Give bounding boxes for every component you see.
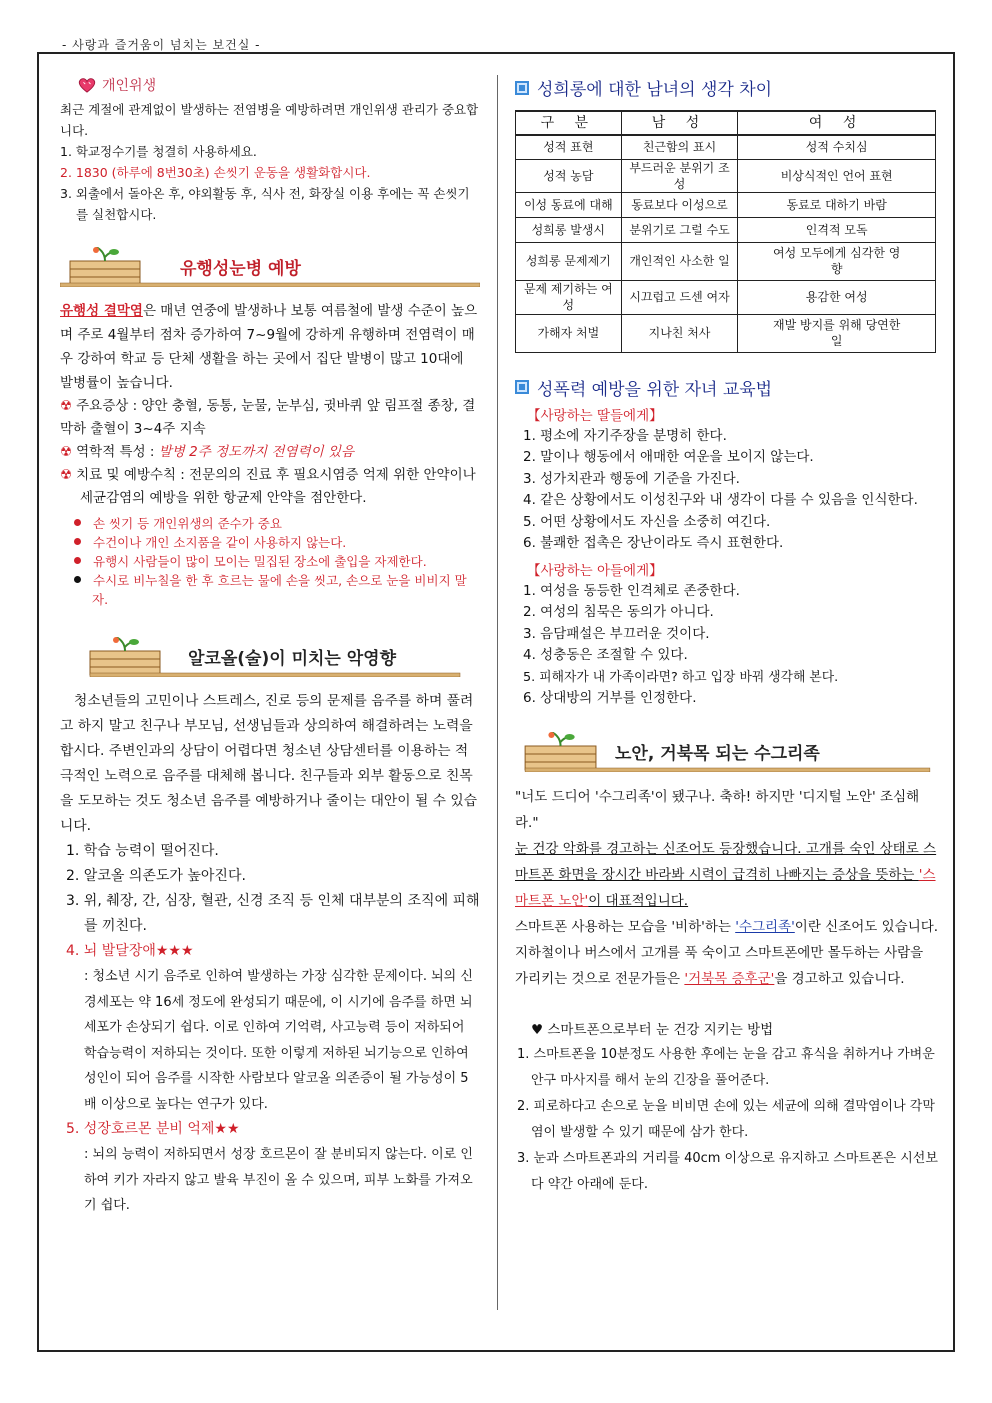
alcohol-item: 3. 위, 췌장, 간, 심장, 혈관, 신경 조직 등 인체 대부분의 조직에 피해를 끼친다. [66,893,480,934]
method-item: 1. 스마트폰을 10분정도 사용한 후에는 눈을 감고 휴식을 취하거나 가벼운 안구 마사지를 해서 눈의 긴장을 풀어준다. [517,1047,935,1088]
list-item: 손 씻기 등 개인위생의 준수가 중요 [60,514,480,533]
conjunctivitis-lead-text: 은 매년 연중에 발생하나 보통 여름철에 발생 수준이 높으며 주로 4월부터 점차 증가하여 7~9월에 강하게 유행하며 전염력이 매우 강하여 학교 등 단체 생활을 하는 곳에서 집단 발병이 많고 10대에 발병률이 높습니다. [60,303,478,391]
table-cell: 부드러운 분위기 조성 [621,159,738,192]
list-item: 1. 평소에 자기주장을 분명히 한다. [523,427,727,444]
list-item: 유행시 사람들이 많이 모이는 밀집된 장소에 출입을 자제한다. [60,552,480,571]
list-item: 2. 말이나 행동에서 애매한 여운을 보이지 않는다. [523,449,814,465]
smartphone-paragraph-2 [515,914,940,992]
table-cell: 이성 동료에 대해 [516,192,622,217]
heart-icon [78,77,96,93]
table-row [516,135,936,159]
table-cell: 여성 모두에게 심각한 영향 [738,242,936,280]
table-cell: 가해자 처벌 [516,314,622,352]
table-cell: 인격적 모독 [738,217,936,242]
daughters-list [515,426,940,555]
radiation-icon: ☢ [60,444,73,460]
column-divider [497,75,498,1310]
education-title: 성폭력 예방을 위한 자녀 교육법 [537,379,773,400]
list-item: 5. 피해자가 내 가족이라면? 하고 입장 바꿔 생각해 본다. [523,669,839,685]
table-row [516,280,936,314]
table-cell: 분위기로 그럴 수도 [621,217,738,242]
method-item: 2. 피로하다고 손으로 눈을 비비면 손에 있는 세균에 의해 결막염이나 각막염이 발생할 수 있기 때문에 삼가 한다. [517,1099,935,1140]
hygiene-intro: 최근 계절에 관계없이 발생하는 전염병을 예방하려면 개인위생 관리가 중요합니다. [60,102,479,138]
method-item: 3. 눈과 스마트폰과의 거리를 40cm 이상으로 유지하고 스마트폰은 시선보다 약간 아래에 둔다. [517,1151,938,1192]
table-cell: 용감한 여성 [738,280,936,314]
sons-label: 【사랑하는 아들에게】 [527,562,663,579]
list-item: 3. 음담패설은 부끄러운 것이다. [523,625,710,642]
table-cell: 동료보다 이성으로 [621,192,738,217]
harassment-title: 성희롱에 대한 남녀의 생각 차이 [537,80,773,100]
left-column [60,75,480,1219]
smartphone-banner [515,720,940,776]
list-item: 4. 성충동은 조절할 수 있다. [523,647,688,663]
table-cell: 비상식적인 언어 표현 [738,159,936,192]
list-item: 4. 같은 상황에서도 이성친구와 내 생각이 다를 수 있음을 인식한다. [523,492,918,508]
paragraph-text: 스마트폰 사용하는 모습을 '비하'하는 [515,918,736,935]
table-cell: 지나친 처사 [621,314,738,352]
table-header-cell: 구 분 [516,111,622,135]
highlight-term: '거북목 증후군' [684,970,775,987]
page-header: - 사랑과 즐거움이 넘치는 보건실 - [62,38,261,52]
education-heading [515,375,940,400]
alcohol-banner [60,625,480,681]
paragraph-text: 눈 건강 악화를 경고하는 신조어도 등장했습니다. 고개를 숙인 상태로 스마트폰 화면을 장시간 바라봐 시력이 급격히 나빠지는 증상을 뜻하는 [515,840,937,883]
paragraph-text: 이란 신조어도 있습니다. 지하철이나 버스에서 고개를 푹 숙이고 스마트폰에만 몰두하는 사람을 가리키는 것으로 전문가들은 [515,918,939,987]
table-cell: 성희롱 발생시 [516,217,622,242]
table-cell: 시끄럽고 드센 여자 [621,280,738,314]
alcohol-item-5-body: : 뇌의 능력이 저하되면서 성장 호르몬이 잘 분비되지 않는다. 이로 인하여 키가 자라지 않고 발육 부진이 올 수 있으며, 피부 노화를 가져오기 쉽다. [84,1147,473,1213]
table-header-row [516,111,936,135]
table-cell: 개인적인 사소한 일 [621,242,738,280]
smartphone-banner-title: 노안, 거북목 되는 수그리족 [615,743,820,764]
table-cell: 동료로 대하기 바람 [738,192,936,217]
bullet-icon [74,538,81,545]
paragraph-text: 을 경고하고 있습니다. [774,970,905,987]
hygiene-title: 개인위생 [102,78,157,94]
table-row [516,242,936,280]
harassment-table [515,110,936,353]
conjunctivitis-lead [60,299,480,395]
symptoms [60,395,480,441]
alcohol-item-4-title: 4. 뇌 발달장애★★★ [66,943,194,959]
hygiene-item: 1. 학교정수기를 청결히 사용하세요. [60,144,257,159]
table-cell: 친근함의 표시 [621,135,738,159]
conjunctivitis-banner-title: 유행성눈병 예방 [180,259,301,279]
table-cell: 문제 제기하는 여성 [516,280,622,314]
list-item: 2. 여성의 침묵은 동의가 아니다. [523,604,714,620]
alcohol-item: 2. 알코올 의존도가 높아진다. [66,868,246,884]
daughters-label: 【사랑하는 딸들에게】 [527,407,663,424]
symptoms-text: 주요증상 : 양안 충혈, 동통, 눈물, 눈부심, 귓바퀴 앞 림프절 종창, 결막하 출혈이 3~4주 지속 [60,398,476,437]
table-cell: 성적 농담 [516,159,622,192]
highlight-term: '스마트폰 노안' [515,866,936,909]
methods-title: ♥ 스마트폰으로부터 눈 건강 지키는 방법 [531,1021,774,1038]
highlight-term: '수그리족' [735,918,795,935]
table-row [516,217,936,242]
prevention-bullets [60,514,480,609]
alcohol-item-4-body: : 청소년 시기 음주로 인하여 발생하는 가장 심각한 문제이다. 뇌의 신경세포는 약 16세 정도에 완성되기 때문에, 이 시기에 음주를 하면 뇌세포가 손상되기 쉽다. 이로 인하여 기억력, 사고능력 등이 저하되어 학습능력이 저하되는 것이다. 또한 이렇게 저하된 뇌기능으로 인하여 성인이 되어 음주를 시작한 사람보다 알코올 의존증이 될 가능성이 5배 이상으로 높다는 연구가 있다. [84,969,473,1112]
table-cell: 성적 수치심 [738,135,936,159]
epidemiology [60,441,480,464]
hygiene-item: 2. 1830 (하루에 8번30초) 손씻기 운동을 생활화합시다. [60,165,371,180]
table-row [516,314,936,352]
sons-list [515,581,940,710]
list-item: 5. 어떤 상황에서도 자신을 소중히 여긴다. [523,513,771,530]
table-header-cell: 여 성 [738,111,936,135]
right-column [515,75,940,1198]
list-item: 1. 여성을 동등한 인격체로 존중한다. [523,582,740,599]
bullet-icon [74,576,81,583]
list-item: 3. 성가치관과 행동에 기준을 가진다. [523,470,740,487]
table-row [516,192,936,217]
table-cell: 성적 표현 [516,135,622,159]
table-cell: 성희롱 문제제기 [516,242,622,280]
bullet-icon [74,519,81,526]
list-item: 수건이나 개인 소지품을 같이 사용하지 않는다. [60,533,480,552]
paragraph-text: 이 대표적입니다. [588,892,689,909]
list-item: 6. 상대방의 거부를 인정한다. [523,690,697,706]
smartphone-quote: "너도 드디어 '수그리족'이 됐구나. 축하! 하지만 '디지털 노안' 조심해라." [515,788,920,831]
radiation-icon: ☢ [60,467,73,483]
square-bullet-icon [515,81,529,95]
smartphone-paragraph-1 [515,836,940,914]
alcohol-item: 1. 학습 능력이 떨어진다. [66,843,219,859]
hygiene-item: 3. 외출에서 돌아온 후, 야외활동 후, 식사 전, 화장실 이용 후에는 꼭 손씻기를 실천합시다. [60,186,470,222]
list-item: 6. 불쾌한 접촉은 장난이라도 즉시 표현한다. [523,535,784,551]
table-cell: 재발 방지를 위해 당연한 일 [738,314,936,352]
epidemiology-value: 발병 2주 정도까지 전염력이 있음 [158,444,355,460]
alcohol-intro: 청소년들의 고민이나 스트레스, 진로 등의 문제를 음주를 하며 풀려고 하지 말고 친구나 부모님, 선생님들과 상의하여 해결하려는 노력을 합시다. 주변인과의 상담이 어렵다면 청소년 상담센터를 이용하는 적극적인 노력으로 음주를 대체해 봅니다. 친구들과 외부 활동으로 친목을 도모하는 것도 청소년 음주를 예방하거나 줄이는 대안이 될 수 있습니다. [60,693,478,834]
alcohol-item-5-title: 5. 성장호르몬 분비 억제★★ [66,1121,240,1137]
square-bullet-icon [515,380,529,394]
treatment-text: 치료 및 예방수칙 : 전문의의 진료 후 필요시염증 억제 위한 안약이나 세균감염의 예방을 위한 항균제 안약을 점안한다. [76,467,476,506]
harassment-heading [515,75,940,100]
treatment [60,464,480,510]
epidemiology-label: 역학적 특성 : [76,444,159,460]
hygiene-heading [78,75,480,95]
table-row [516,159,936,192]
conjunctivitis-term: 유행성 결막염 [60,303,143,319]
conjunctivitis-banner [60,235,480,291]
bullet-icon [74,557,81,564]
list-item: 수시로 비누칠을 한 후 흐르는 물에 손을 씻고, 손으로 눈을 비비지 말자. [60,571,480,609]
alcohol-banner-title: 알코올(술)이 미치는 악영향 [188,649,397,669]
table-header-cell: 남 성 [621,111,738,135]
radiation-icon: ☢ [60,398,73,414]
